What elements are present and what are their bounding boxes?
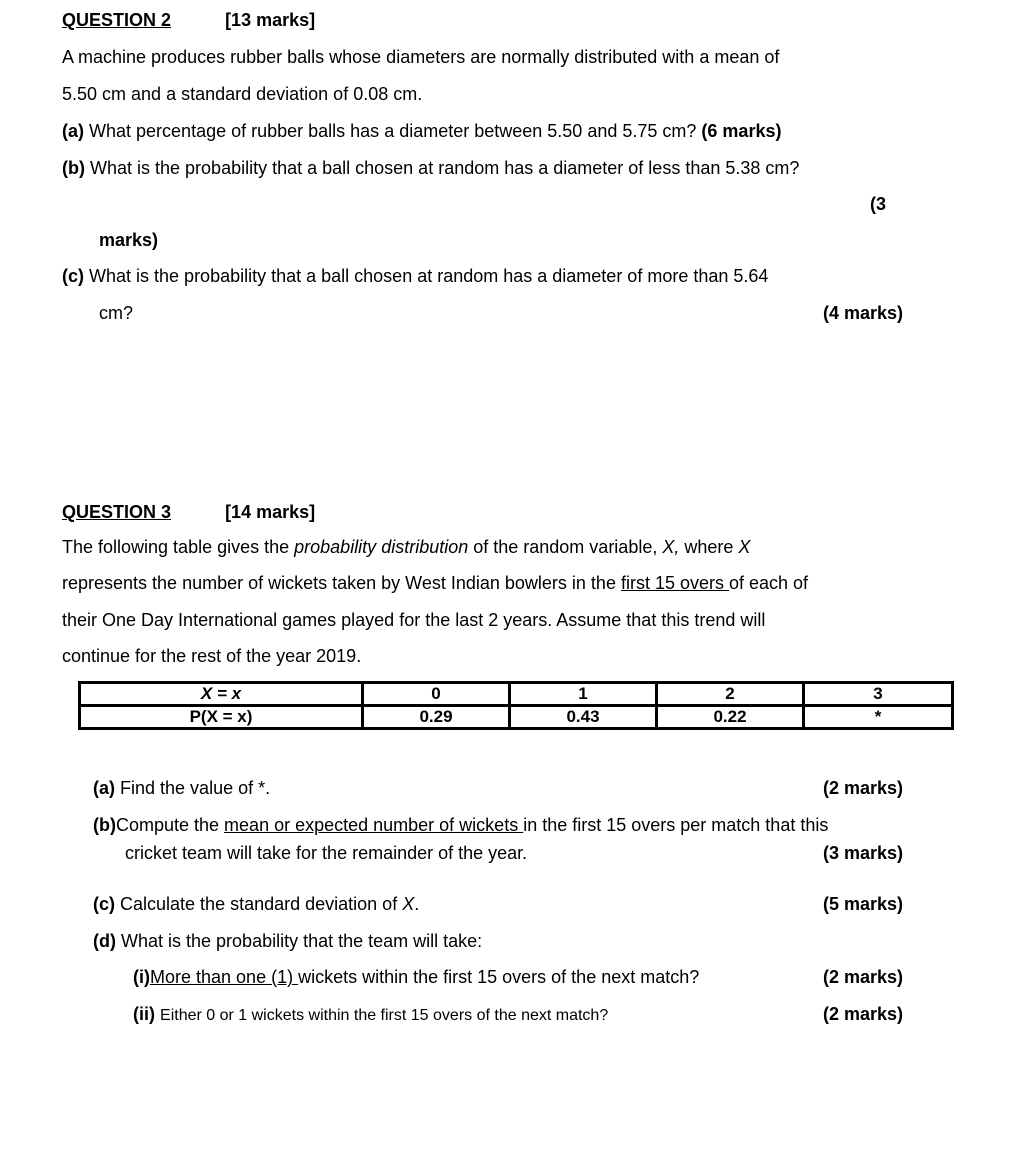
q3-intro-var: X, bbox=[662, 537, 680, 557]
q3-part-d-ii-label: (ii) bbox=[133, 1004, 155, 1024]
q2-intro-line1: A machine produces rubber balls whose diameters are normally distributed with a mean of bbox=[62, 47, 780, 67]
q2-part-b-marks-line2: marks) bbox=[99, 230, 159, 250]
q2-part-c-text-line2: cm? bbox=[99, 303, 134, 323]
table-cell-p: 0.29 bbox=[363, 706, 510, 729]
q3-part-b-text: in the first 15 overs per match that this bbox=[523, 815, 829, 835]
q3-part-b-marks: (3 marks) bbox=[823, 843, 904, 863]
q2-part-b-label: (b) bbox=[62, 158, 85, 178]
q3-part-d-text: What is the probability that the team will take: bbox=[121, 931, 483, 951]
q2-part-a-marks: (6 marks) bbox=[701, 121, 782, 141]
q2-part-c-label: (c) bbox=[62, 266, 84, 286]
table-cell-x: 1 bbox=[510, 683, 657, 706]
q2-part-c bbox=[62, 266, 768, 287]
q3-heading bbox=[62, 502, 315, 523]
q3-part-c-text: . bbox=[414, 894, 420, 914]
q3-part-a-text: Find the value of *. bbox=[120, 778, 271, 798]
q3-part-d-ii-text: Either 0 or 1 wickets within the first 15 overs of the next match? bbox=[160, 1007, 609, 1024]
q2-part-b bbox=[62, 158, 799, 179]
q2-heading-title: QUESTION 2 bbox=[62, 10, 172, 30]
q3-part-b bbox=[93, 815, 828, 836]
q3-intro-text: The following table gives the bbox=[62, 537, 295, 557]
q3-part-b-label: (b) bbox=[93, 815, 116, 835]
q3-intro-text: where bbox=[679, 537, 739, 557]
q3-part-c-text: Calculate the standard deviation of bbox=[120, 894, 403, 914]
q3-intro-line1 bbox=[62, 537, 750, 558]
q3-part-a-label: (a) bbox=[93, 778, 115, 798]
q2-part-a bbox=[62, 121, 781, 142]
q3-intro-emph: probability distribution bbox=[294, 537, 469, 557]
q3-part-d-i bbox=[133, 967, 699, 988]
q2-part-c-marks: (4 marks) bbox=[823, 303, 904, 323]
q3-part-c-var: X bbox=[402, 894, 415, 914]
table-cell-p: * bbox=[804, 706, 953, 729]
table-header-x: X = x bbox=[80, 683, 363, 706]
table-row-x bbox=[80, 683, 953, 706]
q3-intro-text: of the random variable, bbox=[468, 537, 663, 557]
q3-part-c bbox=[93, 894, 419, 915]
q3-heading-title: QUESTION 3 bbox=[62, 502, 172, 522]
table-cell-x: 2 bbox=[657, 683, 804, 706]
q3-part-d-i-label: (i) bbox=[133, 967, 150, 987]
q3-part-d bbox=[93, 931, 482, 952]
q3-intro-var: X bbox=[738, 537, 751, 557]
q2-part-c-text-line1: What is the probability that a ball chosen at random has a diameter of more than 5.64 bbox=[89, 266, 769, 286]
q3-intro-line2 bbox=[62, 573, 808, 594]
q3-intro-underlined: first 15 overs bbox=[620, 573, 729, 593]
table-header-p: P(X = x) bbox=[80, 706, 363, 729]
q3-part-c-label: (c) bbox=[93, 894, 115, 914]
q3-intro-text: of each of bbox=[729, 573, 809, 593]
q2-part-a-label: (a) bbox=[62, 121, 84, 141]
q3-part-b-text: Compute the bbox=[115, 815, 225, 835]
q3-part-d-label: (d) bbox=[93, 931, 116, 951]
probability-distribution-table bbox=[78, 681, 954, 730]
q3-intro-line3: their One Day International games played for the last 2 years. Assume that this trend will bbox=[62, 610, 766, 630]
q3-part-d-ii-marks: (2 marks) bbox=[823, 1004, 904, 1024]
q3-intro-line4: continue for the rest of the year 2019. bbox=[62, 646, 362, 666]
q3-part-a bbox=[93, 778, 270, 799]
q2-intro-line2: 5.50 cm and a standard deviation of 0.08 cm. bbox=[62, 84, 423, 104]
q2-part-b-text: What is the probability that a ball chosen at random has a diameter of less than 5.38 cm? bbox=[90, 158, 800, 178]
q3-part-d-i-underlined: More than one (1) bbox=[150, 967, 299, 987]
q3-part-d-i-marks: (2 marks) bbox=[823, 967, 904, 987]
q3-part-c-marks: (5 marks) bbox=[823, 894, 904, 914]
q3-intro-text: represents the number of wickets taken by West Indian bowlers in the bbox=[62, 573, 621, 593]
q3-part-b-underlined: mean or expected number of wickets bbox=[224, 815, 524, 835]
table-cell-p: 0.22 bbox=[657, 706, 804, 729]
q3-part-d-ii bbox=[133, 1004, 608, 1025]
q2-part-b-marks-line1: (3 bbox=[870, 194, 887, 214]
table-cell-x: 3 bbox=[804, 683, 953, 706]
q3-part-b-text-line2: cricket team will take for the remainder of the year. bbox=[125, 843, 528, 863]
table-row-p bbox=[80, 706, 953, 729]
q2-part-a-text: What percentage of rubber balls has a diameter between 5.50 and 5.75 cm? bbox=[89, 121, 697, 141]
table-cell-p: 0.43 bbox=[510, 706, 657, 729]
q2-heading bbox=[62, 10, 315, 31]
table-cell-x: 0 bbox=[363, 683, 510, 706]
q2-total-marks: [13 marks] bbox=[225, 10, 316, 30]
q3-total-marks: [14 marks] bbox=[225, 502, 316, 522]
q3-part-a-marks: (2 marks) bbox=[823, 778, 904, 798]
q3-part-d-i-text: wickets within the first 15 overs of the next match? bbox=[298, 967, 700, 987]
